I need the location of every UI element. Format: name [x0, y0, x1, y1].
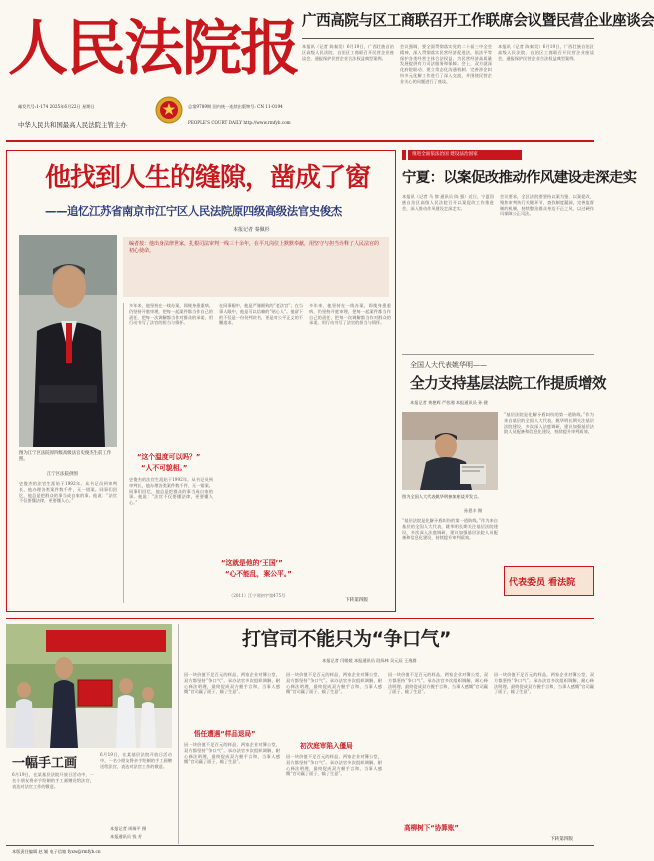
sponsor-line: 中华人民共和国最高人民法院主管主办: [18, 121, 127, 129]
bottom-sub-1: 悟任遭遇“样品退局”: [194, 730, 256, 738]
deputy-photo: [402, 412, 498, 490]
issue-line: 邮发代号:1-174 2025年6月22日 星期日: [18, 104, 95, 109]
bottom-byline: 本报记者 闫媛媛 本报通讯员 段烁林 吴元辰 王逸群: [322, 658, 417, 663]
editor-note: 编者按：他出身法律世家，扎根司法审判一线三十余年，在平凡岗位上默默奉献，用坚守与担当诠释了人民法官的初心使命。: [123, 237, 389, 297]
feature-byline: 本报记者 秦佩杉: [233, 227, 270, 233]
right-headline-2: 全力支持基层法院工作提质增效: [410, 375, 606, 392]
issue-number: 总第9789期 国内统一连续出版物号: CN 11-0194: [188, 104, 283, 109]
bottom-left-text: 6月19日，在某基层法院开放日活动中，一名小朋友将亲手绘制的手工画赠送给法官，表达对法官工作的敬意。: [12, 772, 94, 789]
masthead-title: 人民法院报: [8, 14, 298, 84]
feature-col-2: 多年来，他坚持在一线办案，即使身患重病，仍坚持开庭审理，把每一起案件都当作自己的责任，把每一次调解都当作对群众的承诺，用行动书写了法官的担当与情怀。: [129, 303, 213, 326]
bottom-col-2b: 因一块价值不足百元的样品，两家企业对簿公堂，双方都坚持“争口气”。承办法官多次组织调解，耐心释法明理，最终促成双方握手言和，当事人感慨“官司赢了面子，输了生意”。: [286, 754, 382, 777]
right-byline-2: 本报记者 黄艳辉 严怡湘 本报通讯员 孙 健: [410, 400, 488, 405]
masthead-divider: [6, 140, 594, 142]
photo-caption: 图为江宁区法院原四级高级法官史俊杰生前工作照。: [19, 451, 112, 462]
right-divider: [402, 354, 594, 355]
feature-col-3: 在同事眼中，他是严谨细致的“老法官”；在当事人眼中，他是可以信赖的“贴心人”。他留下的不仅是一份份判决书，更是对公平正义的不懈追求。: [219, 303, 303, 326]
bottom-col-divider: [178, 624, 179, 844]
section-tag: 推进全面依法治国 建设法治国家: [408, 150, 522, 160]
right-body-2: “基层法院是化解矛盾纠纷的第一道防线。”作为来自基层的全国人大代表，姚华明长期关注基层法院建设，多次深入法庭调研，建议加强基层法院人员配备和信息化建设，持续提升审判质效。: [402, 518, 498, 541]
right-headline: 宁夏：以案促改推动作风建设走深走实: [402, 170, 637, 186]
court-emblem-icon: [155, 96, 183, 124]
right-body-2b: “基层法院是化解矛盾纠纷的第一道防线。”作为来自基层的全国人大代表，姚华明长期关注基层法院建设，多次深入法庭调研，建议加强基层法院人员配备和信息化建设，持续提升审判质效。: [504, 412, 594, 435]
top-right-rule: [302, 38, 594, 39]
section-heading-a2: “人不可貌相。”: [141, 464, 188, 472]
photo2-caption: 图为全国人大代表姚华明参加座谈并发言。: [402, 494, 482, 499]
feature-col-4: 多年来，他坚持在一线办案，即使身患重病，仍坚持开庭审理，把每一起案件都当作自己的责任，把每一次调解都当作对群众的承诺，用行动书写了法官的担当与情怀。: [309, 303, 391, 326]
top-right-body-2: 本报讯（记者 陈秦昊）6月19日，广西壮族自治区高级人民法院、自治区工商联召开民营企业座谈会，通报保护民营企业合法权益典型案例。: [498, 44, 594, 61]
representatives-badge[interactable]: [504, 566, 594, 596]
right-body: 会议要求，全区法院要坚持以案为鉴、以案促改，聚焦审判执行关键环节，查找制度漏洞，完善监督制约机制，持续整治群众身边不正之风，以过硬作风保障公正司法。: [500, 194, 594, 217]
bottom-left-credit-2: 本报通讯员 钱 芳: [110, 834, 142, 839]
judge-photo: [19, 235, 117, 447]
bottom-sub-2: 初次庭审陷入僵局: [300, 742, 353, 750]
feature-story: [6, 150, 396, 612]
bottom-left-title: 一幅手工画: [12, 756, 78, 771]
feature-col-2b: 史俊杰的法官生涯始于1992年。从书记员到审判长，他办理各类案件数千件，无一错案。同事们回忆，他总是把群众的事当成自家的事。他说：“法官不仅要懂法律，更要懂人心。”: [129, 477, 213, 506]
case-number: （2011）江宁刑初字第475号: [229, 593, 286, 598]
bottom-continued-link[interactable]: 下转第四版: [550, 837, 573, 842]
photo-credit: 江宁区法院供图: [47, 472, 78, 477]
bottom-left-text-2: 6月19日，在某基层法院开放日活动中，一名小朋友将亲手绘制的手工画赠送给法官，表达对法官工作的敬意。: [100, 752, 172, 769]
col-divider: [123, 303, 124, 603]
top-right-byline: 本报讯（记者 陈秦昊）6月19日，广西壮族自治区高级人民法院、自治区工商联召开民营企业座谈会，通报保护民营企业合法权益典型案例。: [302, 44, 394, 61]
bottom-sub-3: 高柳树下“协算账”: [404, 824, 459, 832]
bottom-col-3: 因一块价值不足百元的样品，两家企业对簿公堂，双方都坚持“争口气”。承办法官多次组织调解，耐心释法明理，最终促成双方握手言和，当事人感慨“官司赢了面子，输了生意”。: [388, 672, 488, 695]
section-heading-b2: “心不能乱，案公平。”: [225, 570, 292, 578]
footer-rule: [6, 845, 594, 846]
tag-bar: [402, 150, 406, 160]
section-heading-b: “这就是他的‘王国’”: [221, 559, 283, 567]
top-right-headline: 广西高院与区工商联召开工作联席会议暨民营企业座谈会: [302, 12, 654, 29]
bottom-divider: [6, 618, 594, 619]
footer-editor: 本版责任编辑 赵 颖 电子信箱 fyxw@rmfyb.cn: [12, 849, 101, 854]
section-heading-a: “这个温度可以吗？”: [137, 453, 201, 461]
masthead: [0, 0, 654, 140]
feature-col-1: 史俊杰的法官生涯始于1992年。从书记员到审判长，他办理各类案件数千件，无一错案。同事们回忆，他总是把群众的事当成自家的事。他说：“法官不仅要懂法律，更要懂人心。”: [19, 481, 117, 504]
badge-label: 代表委员 看法院: [509, 578, 576, 588]
bottom-left-credit: 本报记者 周瑞平 摄: [110, 826, 147, 831]
feature-subtitle: ——追忆江苏省南京市江宁区人民法院原四级高级法官史俊杰: [45, 204, 342, 218]
photo2-credit: 孙恩丰 摄: [464, 508, 483, 513]
right-byline: 本报讯（记者 马 黎 通讯员 陈 强）近日，宁夏回族自治区高级人民法院召开以案促改工作推进会，深入推动作风建设走深走实。: [402, 194, 494, 211]
english-title: PEOPLE'S COURT DAILY http://www.rmfyb.com: [188, 120, 291, 125]
feature-headline: 他找到人生的缝隙，凿成了窗: [45, 163, 371, 193]
right-kicker: 全国人大代表姚华明——: [410, 361, 487, 369]
bottom-col-4: 因一块价值不足百元的样品，两家企业对簿公堂，双方都坚持“争口气”。承办法官多次组织调解，耐心释法明理，最终促成双方握手言和，当事人感慨“官司赢了面子，输了生意”。: [494, 672, 594, 695]
top-right-body: 会议强调，要全面贯彻落实党的二十届三中全会精神，深入贯彻落实民营经济促进法，依法平等保护各类经营主体合法权益，为民营经济高质量发展提供有力司法服务和保障。会上，双方就深化府院联动、建立常态化沟通机制、完善涉企纠纷多元化解工作进行了深入交流，并围绕民营企业关心的问题进行了座谈。: [400, 44, 492, 84]
ceremony-photo: [6, 624, 172, 748]
bottom-col-2: 因一块价值不足百元的样品，两家企业对簿公堂，双方都坚持“争口气”。承办法官多次组织调解，耐心释法明理，最终促成双方握手言和，当事人感慨“官司赢了面子，输了生意”。: [286, 672, 382, 695]
bottom-col-1: 因一块价值不足百元的样品，两家企业对簿公堂，双方都坚持“争口气”。承办法官多次组织调解，耐心释法明理，最终促成双方握手言和，当事人感慨“官司赢了面子，输了生意”。: [184, 672, 280, 695]
bottom-headline: 打官司不能只为“争口气”: [242, 628, 451, 650]
feature-continued-link[interactable]: 下转第四版: [345, 598, 368, 603]
bottom-col-1b: 因一块价值不足百元的样品，两家企业对簿公堂，双方都坚持“争口气”。承办法官多次组织调解，耐心释法明理，最终促成双方握手言和，当事人感慨“官司赢了面子，输了生意”。: [184, 742, 280, 765]
